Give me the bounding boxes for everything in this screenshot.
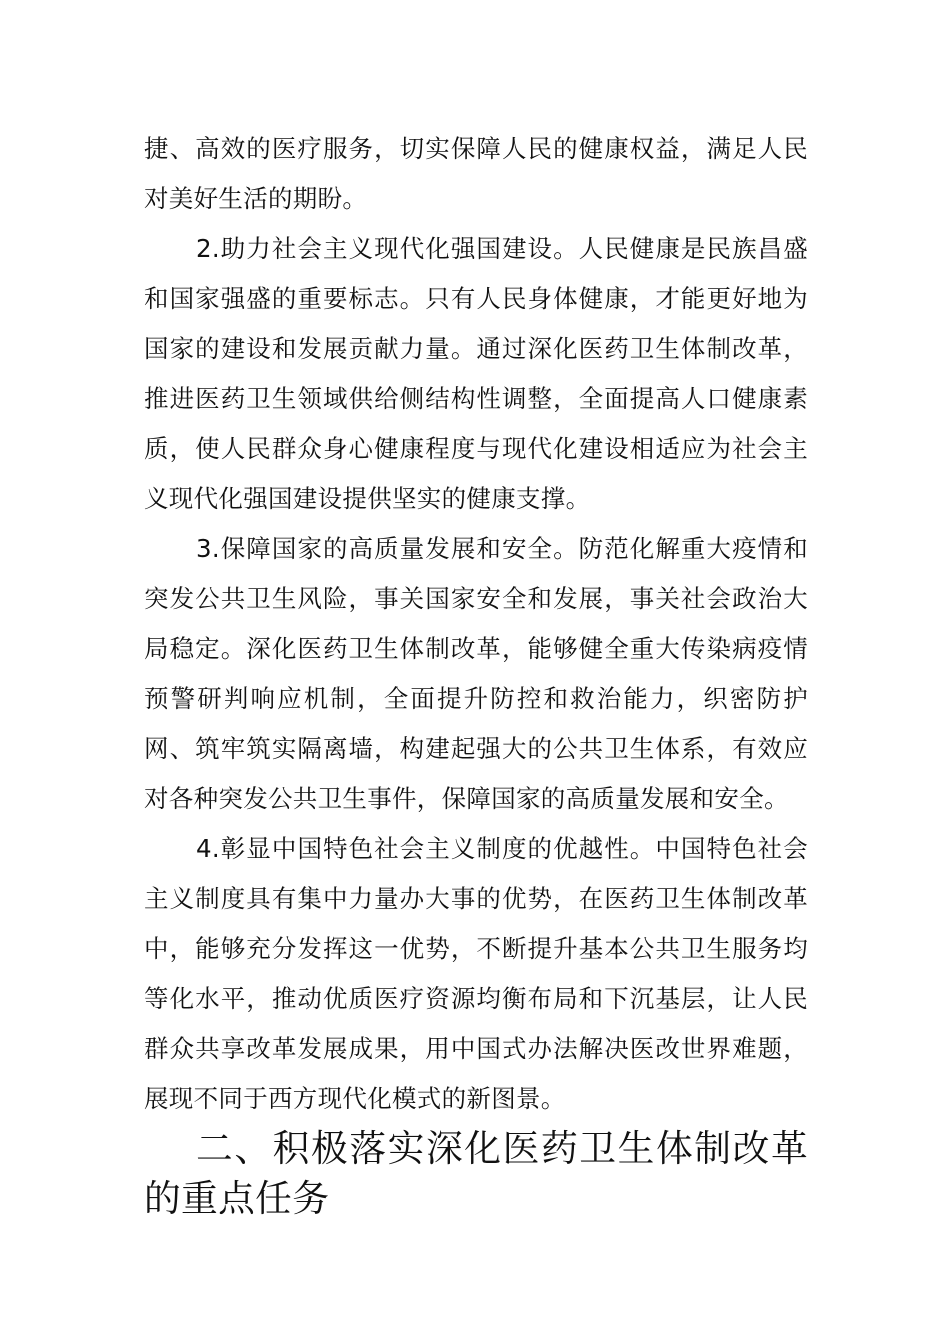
paragraph-item-3: 3.保障国家的高质量发展和安全。防范化解重大疫情和突发公共卫生风险，事关国家安全和发展，事关社会政治大局稳定。深化医药卫生体制改革，能够健全重大传染病疫情预警研判响应机制，全面提升防控和救治能力，织密防护网、筑牢筑实隔离墙，构建起强大的公共卫生体系，有效应对各种突发公共卫生事件，保障国家的高质量发展和安全。 xyxy=(144,534,808,813)
paragraph-item-4: 4.彰显中国特色社会主义制度的优越性。中国特色社会主义制度具有集中力量办大事的优势，在医药卫生体制改革中，能够充分发挥这一优势，不断提升基本公共卫生服务均等化水平，推动优质医疗资源均衡布局和下沉基层，让人民群众共享改革发展成果，用中国式办法解决医改世界难题，展现不同于西方现代化模式的新图景。 xyxy=(144,834,808,1113)
document-body xyxy=(144,124,808,1224)
section-heading: 二、积极落实深化医药卫生体制改革的重点任务 xyxy=(144,1127,808,1220)
paragraph-item-2: 2.助力社会主义现代化强国建设。人民健康是民族昌盛和国家强盛的重要标志。只有人民身体健康，才能更好地为国家的建设和发展贡献力量。通过深化医药卫生体制改革，推进医药卫生领域供给侧结构性调整，全面提高人口健康素质，使人民群众身心健康程度与现代化建设相适应为社会主义现代化强国建设提供坚实的健康支撑。 xyxy=(144,234,808,513)
paragraph-continuation: 捷、高效的医疗服务，切实保障人民的健康权益，满足人民对美好生活的期盼。 xyxy=(144,134,808,213)
